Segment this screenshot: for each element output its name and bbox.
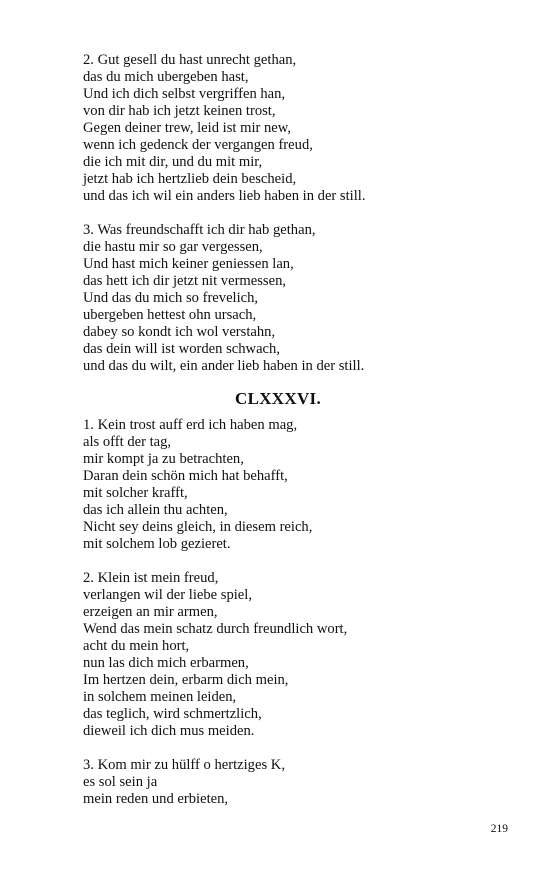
stanza-gap (83, 740, 523, 757)
verse-line: das hett ich dir jetzt nit vermessen, (83, 273, 287, 289)
verse-line: 2. Klein ist mein freud, (83, 570, 219, 586)
verse-line: mir kompt ja zu betrachten, (83, 451, 244, 467)
verse-line: Wend das mein schatz durch freundlich wort, (83, 621, 348, 637)
stanza-1-b (83, 417, 523, 553)
verse-line: mein reden und erbieten, (83, 791, 229, 807)
page-number: 219 (490, 823, 508, 835)
verse-line: verlangen wil der liebe spiel, (83, 587, 252, 603)
verse-line: und das du wilt, ein ander lieb haben in der still. (83, 358, 365, 374)
verse-line: in solchem meinen leiden, (83, 689, 237, 705)
verse-line: nun las dich mich erbarmen, (83, 655, 249, 671)
verse-line: es sol sein ja (83, 774, 158, 790)
verse-line: erzeigen an mir armen, (83, 604, 218, 620)
verse-line: 3. Was freundschafft ich dir hab gethan, (83, 222, 316, 238)
verse-line: 3. Kom mir zu hülff o hertziges K, (83, 757, 285, 773)
verse-line: Im hertzen dein, erbarm dich mein, (83, 672, 289, 688)
stanza-gap (83, 205, 523, 222)
stanza-2-b (83, 570, 523, 740)
verse-line: Gegen deiner trew, leid ist mir new, (83, 120, 292, 136)
verse-line: Und das du mich so frevelich, (83, 290, 259, 306)
verse-line: 2. Gut gesell du hast unrecht gethan, (83, 52, 297, 68)
stanza-gap (83, 553, 523, 570)
page-body (83, 52, 523, 808)
verse-line: das ich allein thu achten, (83, 502, 228, 518)
verse-line: das dein will ist worden schwach, (83, 341, 280, 357)
verse-line: dabey so kondt ich wol verstahn, (83, 324, 276, 340)
verse-line: und das ich wil ein anders lieb haben in der still. (83, 188, 366, 204)
verse-line: dieweil ich dich mus meiden. (83, 723, 255, 739)
verse-line: mit solcher krafft, (83, 485, 188, 501)
verse-line: als offt der tag, (83, 434, 172, 450)
verse-line: Daran dein schön mich hat behafft, (83, 468, 288, 484)
verse-line: mit solchem lob gezieret. (83, 536, 231, 552)
stanza-3-a (83, 222, 523, 375)
verse-line: die hastu mir so gar vergessen, (83, 239, 263, 255)
verse-line: das du mich ubergeben hast, (83, 69, 249, 85)
verse-line: das teglich, wird schmertzlich, (83, 706, 262, 722)
verse-line: von dir hab ich jetzt keinen trost, (83, 103, 276, 119)
verse-line: acht du mein hort, (83, 638, 190, 654)
verse-line: wenn ich gedenck der vergangen freud, (83, 137, 313, 153)
verse-line: jetzt hab ich hertzlieb dein bescheid, (83, 171, 297, 187)
stanza-2-a (83, 52, 523, 205)
verse-line: Nicht sey deins gleich, in diesem reich, (83, 519, 313, 535)
verse-line: Und ich dich selbst vergriffen han, (83, 86, 286, 102)
verse-line: ubergeben hettest ohn ursach, (83, 307, 257, 323)
song-heading: CLXXXVI. (235, 389, 321, 408)
verse-line: Und hast mich keiner geniessen lan, (83, 256, 294, 272)
verse-line: 1. Kein trost auff erd ich haben mag, (83, 417, 298, 433)
stanza-3-b (83, 757, 523, 808)
verse-line: die ich mit dir, und du mit mir, (83, 154, 263, 170)
